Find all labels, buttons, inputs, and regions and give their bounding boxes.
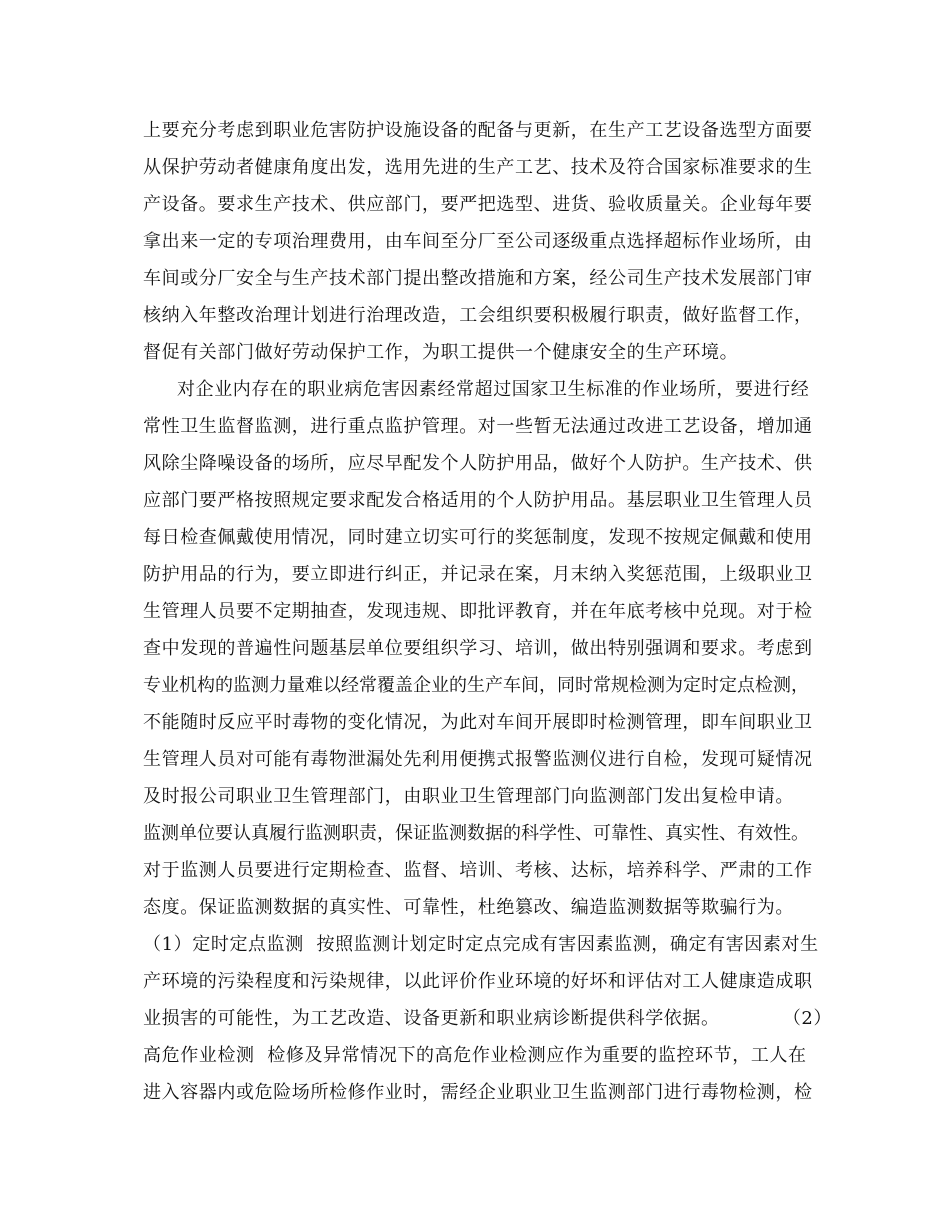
text-line: 不能随时反应平时毒物的变化情况，为此对车间开展即时检测管理，即车间职业卫 <box>143 712 813 733</box>
text-line: 监测单位要认真履行监测职责，保证监测数据的科学性、可靠性、真实性、有效性。 <box>143 823 809 844</box>
text-line: 核纳入年整改治理计划进行治理改造，工会组织要积极履行职责，做好监督工作， <box>143 305 813 326</box>
text-line: 督促有关部门做好劳动保护工作，为职工提供一个健康安全的生产环境。 <box>143 342 739 363</box>
text-line: 查中发现的普遍性问题基层单位要组织学习、培训，做出特别强调和要求。考虑到 <box>143 638 813 659</box>
text-line: 进入容器内或危险场所检修作业时，需经企业职业卫生监测部门进行毒物检测，检 <box>143 1082 813 1103</box>
paragraph-1 <box>143 112 833 371</box>
text-line: 车间或分厂安全与生产技术部门提出整改措施和方案，经公司生产技术发展部门审 <box>143 268 813 289</box>
text-line: 上要充分考虑到职业危害防护设施设备的配备与更新，在生产工艺设备选型方面要 <box>143 120 813 141</box>
text-line: 对企业内存在的职业病危害因素经常超过国家卫生标准的作业场所，要进行经 <box>177 379 810 400</box>
text-line: 应部门要严格按照规定要求配发合格适用的个人防护用品。基层职业卫生管理人员 <box>143 490 813 511</box>
text-line: 风除尘降噪设备的场所，应尽早配发个人防护用品，做好个人防护。生产技术、供 <box>143 453 813 474</box>
text-line: 高危作业检测 检修及异常情况下的高危作业检测应作为重要的监控环节，工人在 <box>143 1045 807 1066</box>
text-line: （1）定时定点监测 按照监测计划定时定点完成有害因素监测，确定有害因素对生 <box>143 934 819 955</box>
text-line: 及时报公司职业卫生管理部门，由职业卫生管理部门向监测部门发出复检申请。 <box>143 786 794 807</box>
paragraph-2 <box>143 371 833 1111</box>
body-text <box>143 112 833 1111</box>
text-line: 从保护劳动者健康角度出发，选用先进的生产工艺、技术及符合国家标准要求的生 <box>143 157 813 178</box>
text-line: 产环境的污染程度和污染规律，以此评价作业环境的好坏和评估对工人健康造成职 <box>143 971 813 992</box>
text-line: 拿出来一定的专项治理费用，由车间至分厂至公司逐级重点选择超标作业场所，由 <box>143 231 813 252</box>
text-line: 常性卫生监督监测，进行重点监护管理。对一些暂无法通过改进工艺设备，增加通 <box>143 416 813 437</box>
text-line: 产设备。要求生产技术、供应部门，要严把选型、进货、验收质量关。企业每年要 <box>143 194 813 215</box>
text-line: 对于监测人员要进行定期检查、监督、培训、考核、达标，培养科学、严肃的工作 <box>143 860 813 881</box>
text-line: 每日检查佩戴使用情况，同时建立切实可行的奖惩制度，发现不按规定佩戴和使用 <box>143 527 813 548</box>
text-line: 态度。保证监测数据的真实性、可靠性，杜绝篡改、编造监测数据等欺骗行为。 <box>143 897 794 918</box>
text-line: 防护用品的行为，要立即进行纠正，并记录在案，月末纳入奖惩范围，上级职业卫 <box>143 564 813 585</box>
text-line: 生管理人员要不定期抽查，发现违规、即批评教育，并在年底考核中兑现。对于检 <box>143 601 813 622</box>
text-line: 专业机构的监测力量难以经常覆盖企业的生产车间，同时常规检测为定时定点检测， <box>143 675 809 696</box>
text-line: 生管理人员对可能有毒物泄漏处先利用便携式报警监测仪进行自检，发现可疑情况 <box>143 749 813 770</box>
text-line: 业损害的可能性，为工艺改造、设备更新和职业病诊断提供科学依据。 （2） <box>143 1008 833 1029</box>
